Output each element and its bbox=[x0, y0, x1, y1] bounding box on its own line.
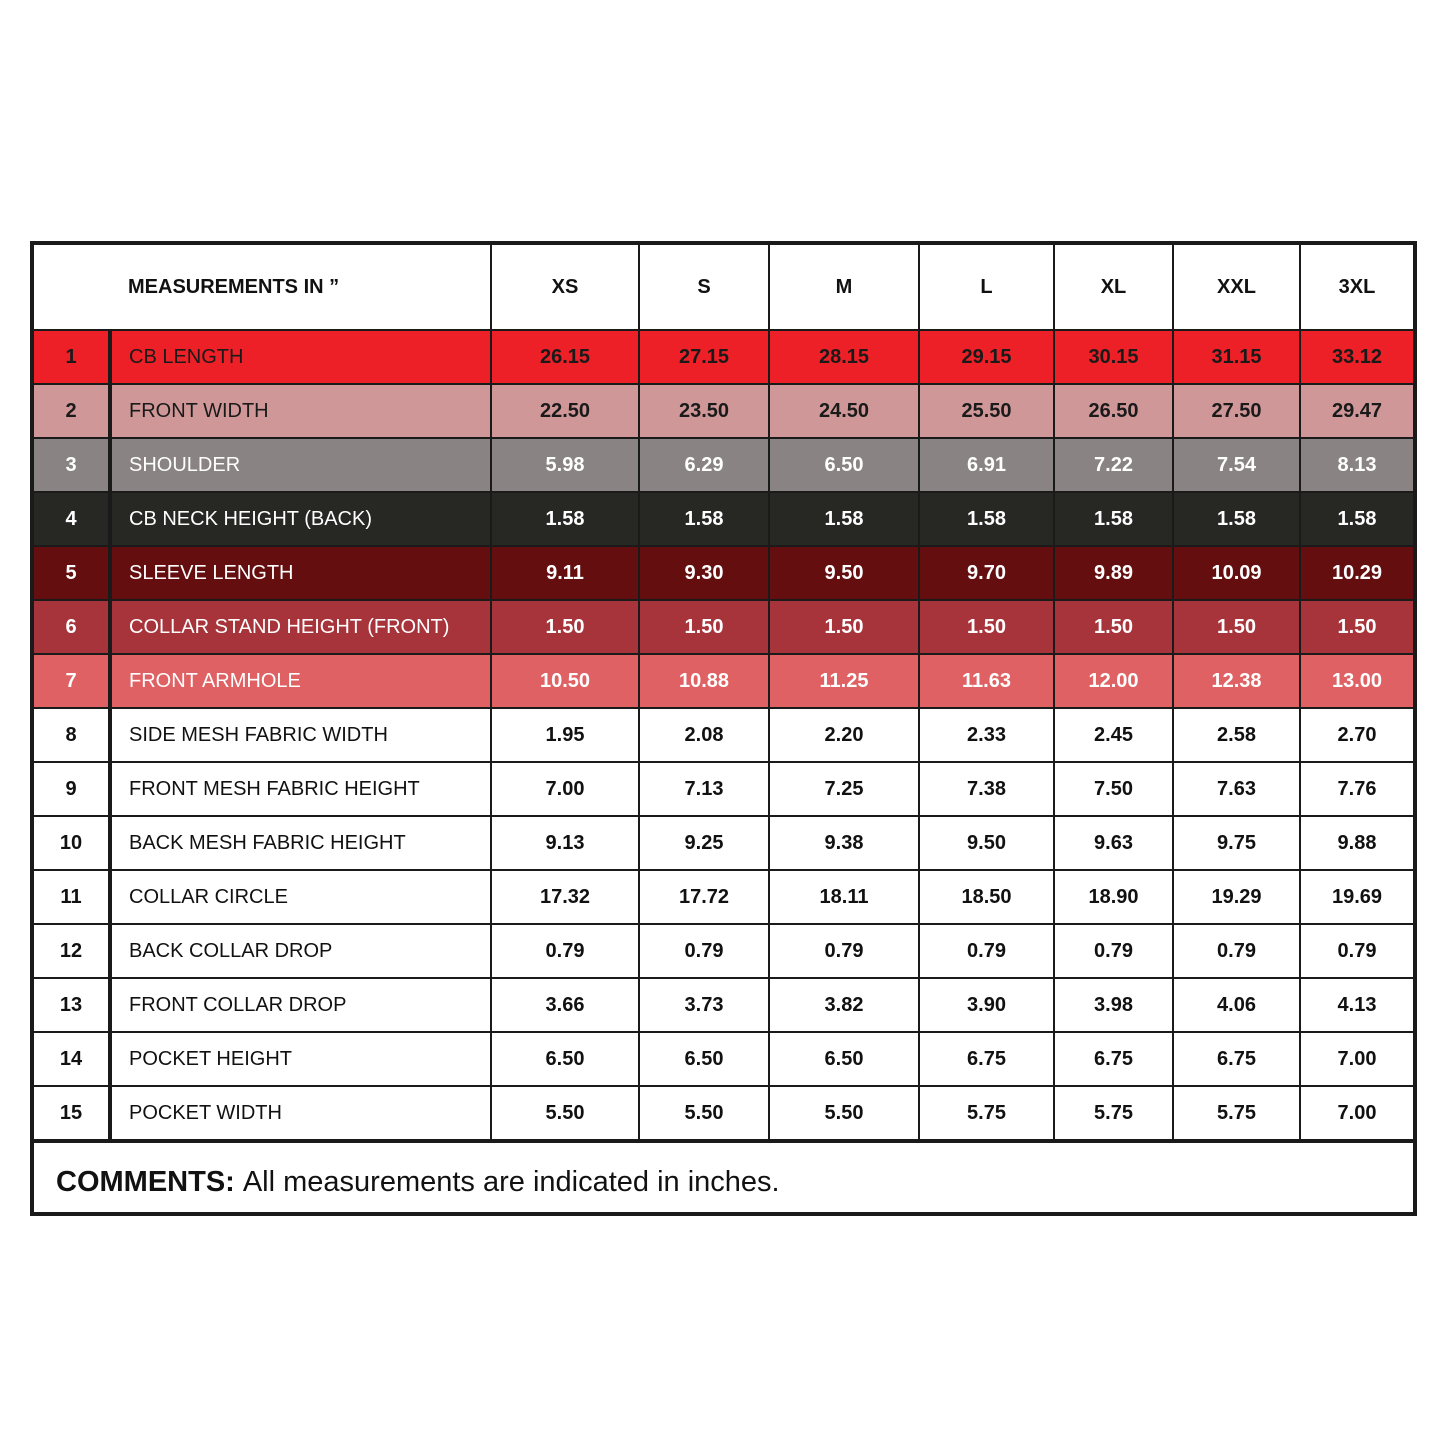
measurement-value: 10.50 bbox=[491, 654, 639, 708]
row-number: 3 bbox=[34, 438, 110, 492]
comments bbox=[34, 1141, 1413, 1221]
measurement-value: 7.50 bbox=[1054, 762, 1173, 816]
measurement-value: 4.06 bbox=[1173, 978, 1300, 1032]
measurement-value: 0.79 bbox=[1173, 924, 1300, 978]
row-number: 5 bbox=[34, 546, 110, 600]
size-header-m: M bbox=[769, 245, 919, 330]
measurement-value: 17.32 bbox=[491, 870, 639, 924]
measurement-value: 9.75 bbox=[1173, 816, 1300, 870]
measurement-value: 33.12 bbox=[1300, 330, 1413, 384]
measurement-value: 9.30 bbox=[639, 546, 769, 600]
table-row bbox=[34, 384, 1413, 438]
measurement-value: 7.22 bbox=[1054, 438, 1173, 492]
measurement-value: 6.75 bbox=[1173, 1032, 1300, 1086]
measurement-value: 12.38 bbox=[1173, 654, 1300, 708]
size-header-xl: XL bbox=[1054, 245, 1173, 330]
measurement-value: 9.50 bbox=[769, 546, 919, 600]
measurement-name: COLLAR CIRCLE bbox=[110, 870, 491, 924]
table-row bbox=[34, 546, 1413, 600]
size-header-l: L bbox=[919, 245, 1054, 330]
measurements-body bbox=[34, 330, 1413, 1140]
measurement-name: SIDE MESH FABRIC WIDTH bbox=[110, 708, 491, 762]
measurement-value: 7.00 bbox=[1300, 1032, 1413, 1086]
measurement-value: 9.13 bbox=[491, 816, 639, 870]
measurement-value: 2.58 bbox=[1173, 708, 1300, 762]
measurement-value: 29.47 bbox=[1300, 384, 1413, 438]
row-number: 7 bbox=[34, 654, 110, 708]
measurement-value: 10.09 bbox=[1173, 546, 1300, 600]
comments-text: All measurements are indicated in inches. bbox=[242, 1165, 780, 1198]
row-number: 4 bbox=[34, 492, 110, 546]
measurement-value: 18.90 bbox=[1054, 870, 1173, 924]
measurement-value: 24.50 bbox=[769, 384, 919, 438]
size-header-xxl: XXL bbox=[1173, 245, 1300, 330]
measurement-value: 3.90 bbox=[919, 978, 1054, 1032]
measurement-value: 26.15 bbox=[491, 330, 639, 384]
measurement-value: 31.15 bbox=[1173, 330, 1300, 384]
measurement-value: 0.79 bbox=[1054, 924, 1173, 978]
measurement-value: 6.50 bbox=[639, 1032, 769, 1086]
measurement-value: 18.50 bbox=[919, 870, 1054, 924]
measurement-value: 7.00 bbox=[491, 762, 639, 816]
measurement-value: 19.69 bbox=[1300, 870, 1413, 924]
table-row bbox=[34, 708, 1413, 762]
table-row bbox=[34, 492, 1413, 546]
measurement-value: 17.72 bbox=[639, 870, 769, 924]
measurement-name: POCKET HEIGHT bbox=[110, 1032, 491, 1086]
measurement-value: 6.50 bbox=[769, 438, 919, 492]
measurement-name: POCKET WIDTH bbox=[110, 1086, 491, 1140]
measurement-value: 2.20 bbox=[769, 708, 919, 762]
measurement-value: 6.29 bbox=[639, 438, 769, 492]
measurement-value: 2.33 bbox=[919, 708, 1054, 762]
row-number: 11 bbox=[34, 870, 110, 924]
measurement-name: FRONT COLLAR DROP bbox=[110, 978, 491, 1032]
measurement-value: 22.50 bbox=[491, 384, 639, 438]
measurement-value: 0.79 bbox=[919, 924, 1054, 978]
measurement-value: 9.89 bbox=[1054, 546, 1173, 600]
measurement-value: 7.00 bbox=[1300, 1086, 1413, 1140]
measurement-value: 0.79 bbox=[1300, 924, 1413, 978]
row-number: 1 bbox=[34, 330, 110, 384]
measurement-value: 27.50 bbox=[1173, 384, 1300, 438]
measurement-value: 10.29 bbox=[1300, 546, 1413, 600]
measurement-value: 2.45 bbox=[1054, 708, 1173, 762]
measurement-name: FRONT MESH FABRIC HEIGHT bbox=[110, 762, 491, 816]
measurement-value: 9.88 bbox=[1300, 816, 1413, 870]
measurement-value: 29.15 bbox=[919, 330, 1054, 384]
table-row bbox=[34, 654, 1413, 708]
measurement-value: 3.66 bbox=[491, 978, 639, 1032]
measurement-value: 1.58 bbox=[919, 492, 1054, 546]
measurement-value: 5.75 bbox=[919, 1086, 1054, 1140]
measurement-value: 30.15 bbox=[1054, 330, 1173, 384]
measurement-value: 6.50 bbox=[491, 1032, 639, 1086]
table-row bbox=[34, 816, 1413, 870]
measurement-value: 26.50 bbox=[1054, 384, 1173, 438]
measurement-value: 0.79 bbox=[491, 924, 639, 978]
measurement-value: 6.75 bbox=[1054, 1032, 1173, 1086]
measurement-value: 9.70 bbox=[919, 546, 1054, 600]
table-row bbox=[34, 978, 1413, 1032]
table-row bbox=[34, 924, 1413, 978]
size-chart bbox=[30, 241, 1417, 1216]
measurement-value: 1.58 bbox=[491, 492, 639, 546]
measurement-value: 6.75 bbox=[919, 1032, 1054, 1086]
measurement-value: 1.58 bbox=[639, 492, 769, 546]
measurement-value: 1.50 bbox=[639, 600, 769, 654]
measurement-value: 2.08 bbox=[639, 708, 769, 762]
measurement-value: 12.00 bbox=[1054, 654, 1173, 708]
measurement-value: 1.58 bbox=[1054, 492, 1173, 546]
row-number: 10 bbox=[34, 816, 110, 870]
measurement-name: CB LENGTH bbox=[110, 330, 491, 384]
measurement-value: 5.75 bbox=[1054, 1086, 1173, 1140]
measurement-value: 7.63 bbox=[1173, 762, 1300, 816]
measurement-value: 5.50 bbox=[639, 1086, 769, 1140]
measurement-name: CB NECK HEIGHT (BACK) bbox=[110, 492, 491, 546]
table-row bbox=[34, 870, 1413, 924]
size-header-xs: XS bbox=[491, 245, 639, 330]
table-row bbox=[34, 438, 1413, 492]
table-row bbox=[34, 762, 1413, 816]
row-number: 15 bbox=[34, 1086, 110, 1140]
row-number: 13 bbox=[34, 978, 110, 1032]
measurement-value: 28.15 bbox=[769, 330, 919, 384]
measurement-value: 18.11 bbox=[769, 870, 919, 924]
header-row bbox=[34, 245, 1413, 330]
measurement-value: 5.50 bbox=[769, 1086, 919, 1140]
measurements-header: MEASUREMENTS IN ” bbox=[34, 245, 491, 330]
row-number: 12 bbox=[34, 924, 110, 978]
measurement-value: 1.50 bbox=[1300, 600, 1413, 654]
measurement-name: FRONT ARMHOLE bbox=[110, 654, 491, 708]
measurement-value: 9.38 bbox=[769, 816, 919, 870]
measurement-name: FRONT WIDTH bbox=[110, 384, 491, 438]
measurement-value: 23.50 bbox=[639, 384, 769, 438]
measurement-value: 1.58 bbox=[1173, 492, 1300, 546]
measurement-name: SHOULDER bbox=[110, 438, 491, 492]
measurement-value: 9.63 bbox=[1054, 816, 1173, 870]
measurement-value: 13.00 bbox=[1300, 654, 1413, 708]
measurement-value: 3.98 bbox=[1054, 978, 1173, 1032]
measurement-value: 1.50 bbox=[769, 600, 919, 654]
table-row bbox=[34, 600, 1413, 654]
measurement-value: 10.88 bbox=[639, 654, 769, 708]
measurement-value: 1.58 bbox=[769, 492, 919, 546]
measurement-value: 1.58 bbox=[1300, 492, 1413, 546]
measurement-name: SLEEVE LENGTH bbox=[110, 546, 491, 600]
measurement-value: 1.50 bbox=[1054, 600, 1173, 654]
measurement-value: 7.76 bbox=[1300, 762, 1413, 816]
measurement-value: 27.15 bbox=[639, 330, 769, 384]
measurement-value: 11.25 bbox=[769, 654, 919, 708]
measurement-value: 7.13 bbox=[639, 762, 769, 816]
measurement-value: 9.50 bbox=[919, 816, 1054, 870]
measurement-value: 3.82 bbox=[769, 978, 919, 1032]
table-row bbox=[34, 330, 1413, 384]
measurement-value: 11.63 bbox=[919, 654, 1054, 708]
measurement-value: 1.50 bbox=[919, 600, 1054, 654]
measurement-value: 4.13 bbox=[1300, 978, 1413, 1032]
measurement-value: 6.91 bbox=[919, 438, 1054, 492]
measurement-value: 0.79 bbox=[639, 924, 769, 978]
measurements-table bbox=[34, 245, 1413, 1141]
measurement-value: 19.29 bbox=[1173, 870, 1300, 924]
measurement-value: 7.38 bbox=[919, 762, 1054, 816]
measurement-name: BACK COLLAR DROP bbox=[110, 924, 491, 978]
row-number: 14 bbox=[34, 1032, 110, 1086]
measurement-value: 7.54 bbox=[1173, 438, 1300, 492]
measurement-value: 25.50 bbox=[919, 384, 1054, 438]
measurement-value: 1.50 bbox=[1173, 600, 1300, 654]
measurement-value: 1.50 bbox=[491, 600, 639, 654]
measurement-value: 7.25 bbox=[769, 762, 919, 816]
measurement-value: 1.95 bbox=[491, 708, 639, 762]
measurement-value: 0.79 bbox=[769, 924, 919, 978]
size-header-3xl: 3XL bbox=[1300, 245, 1413, 330]
row-number: 8 bbox=[34, 708, 110, 762]
measurement-value: 9.25 bbox=[639, 816, 769, 870]
row-number: 9 bbox=[34, 762, 110, 816]
row-number: 2 bbox=[34, 384, 110, 438]
measurement-name: COLLAR STAND HEIGHT (FRONT) bbox=[110, 600, 491, 654]
row-number: 6 bbox=[34, 600, 110, 654]
table-row bbox=[34, 1086, 1413, 1140]
comments-label: COMMENTS: bbox=[56, 1165, 235, 1198]
size-header-s: S bbox=[639, 245, 769, 330]
measurement-value: 5.50 bbox=[491, 1086, 639, 1140]
table-row bbox=[34, 1032, 1413, 1086]
measurement-value: 3.73 bbox=[639, 978, 769, 1032]
measurement-value: 5.75 bbox=[1173, 1086, 1300, 1140]
measurement-value: 2.70 bbox=[1300, 708, 1413, 762]
measurement-value: 8.13 bbox=[1300, 438, 1413, 492]
measurement-value: 5.98 bbox=[491, 438, 639, 492]
measurement-value: 9.11 bbox=[491, 546, 639, 600]
measurement-name: BACK MESH FABRIC HEIGHT bbox=[110, 816, 491, 870]
measurement-value: 6.50 bbox=[769, 1032, 919, 1086]
